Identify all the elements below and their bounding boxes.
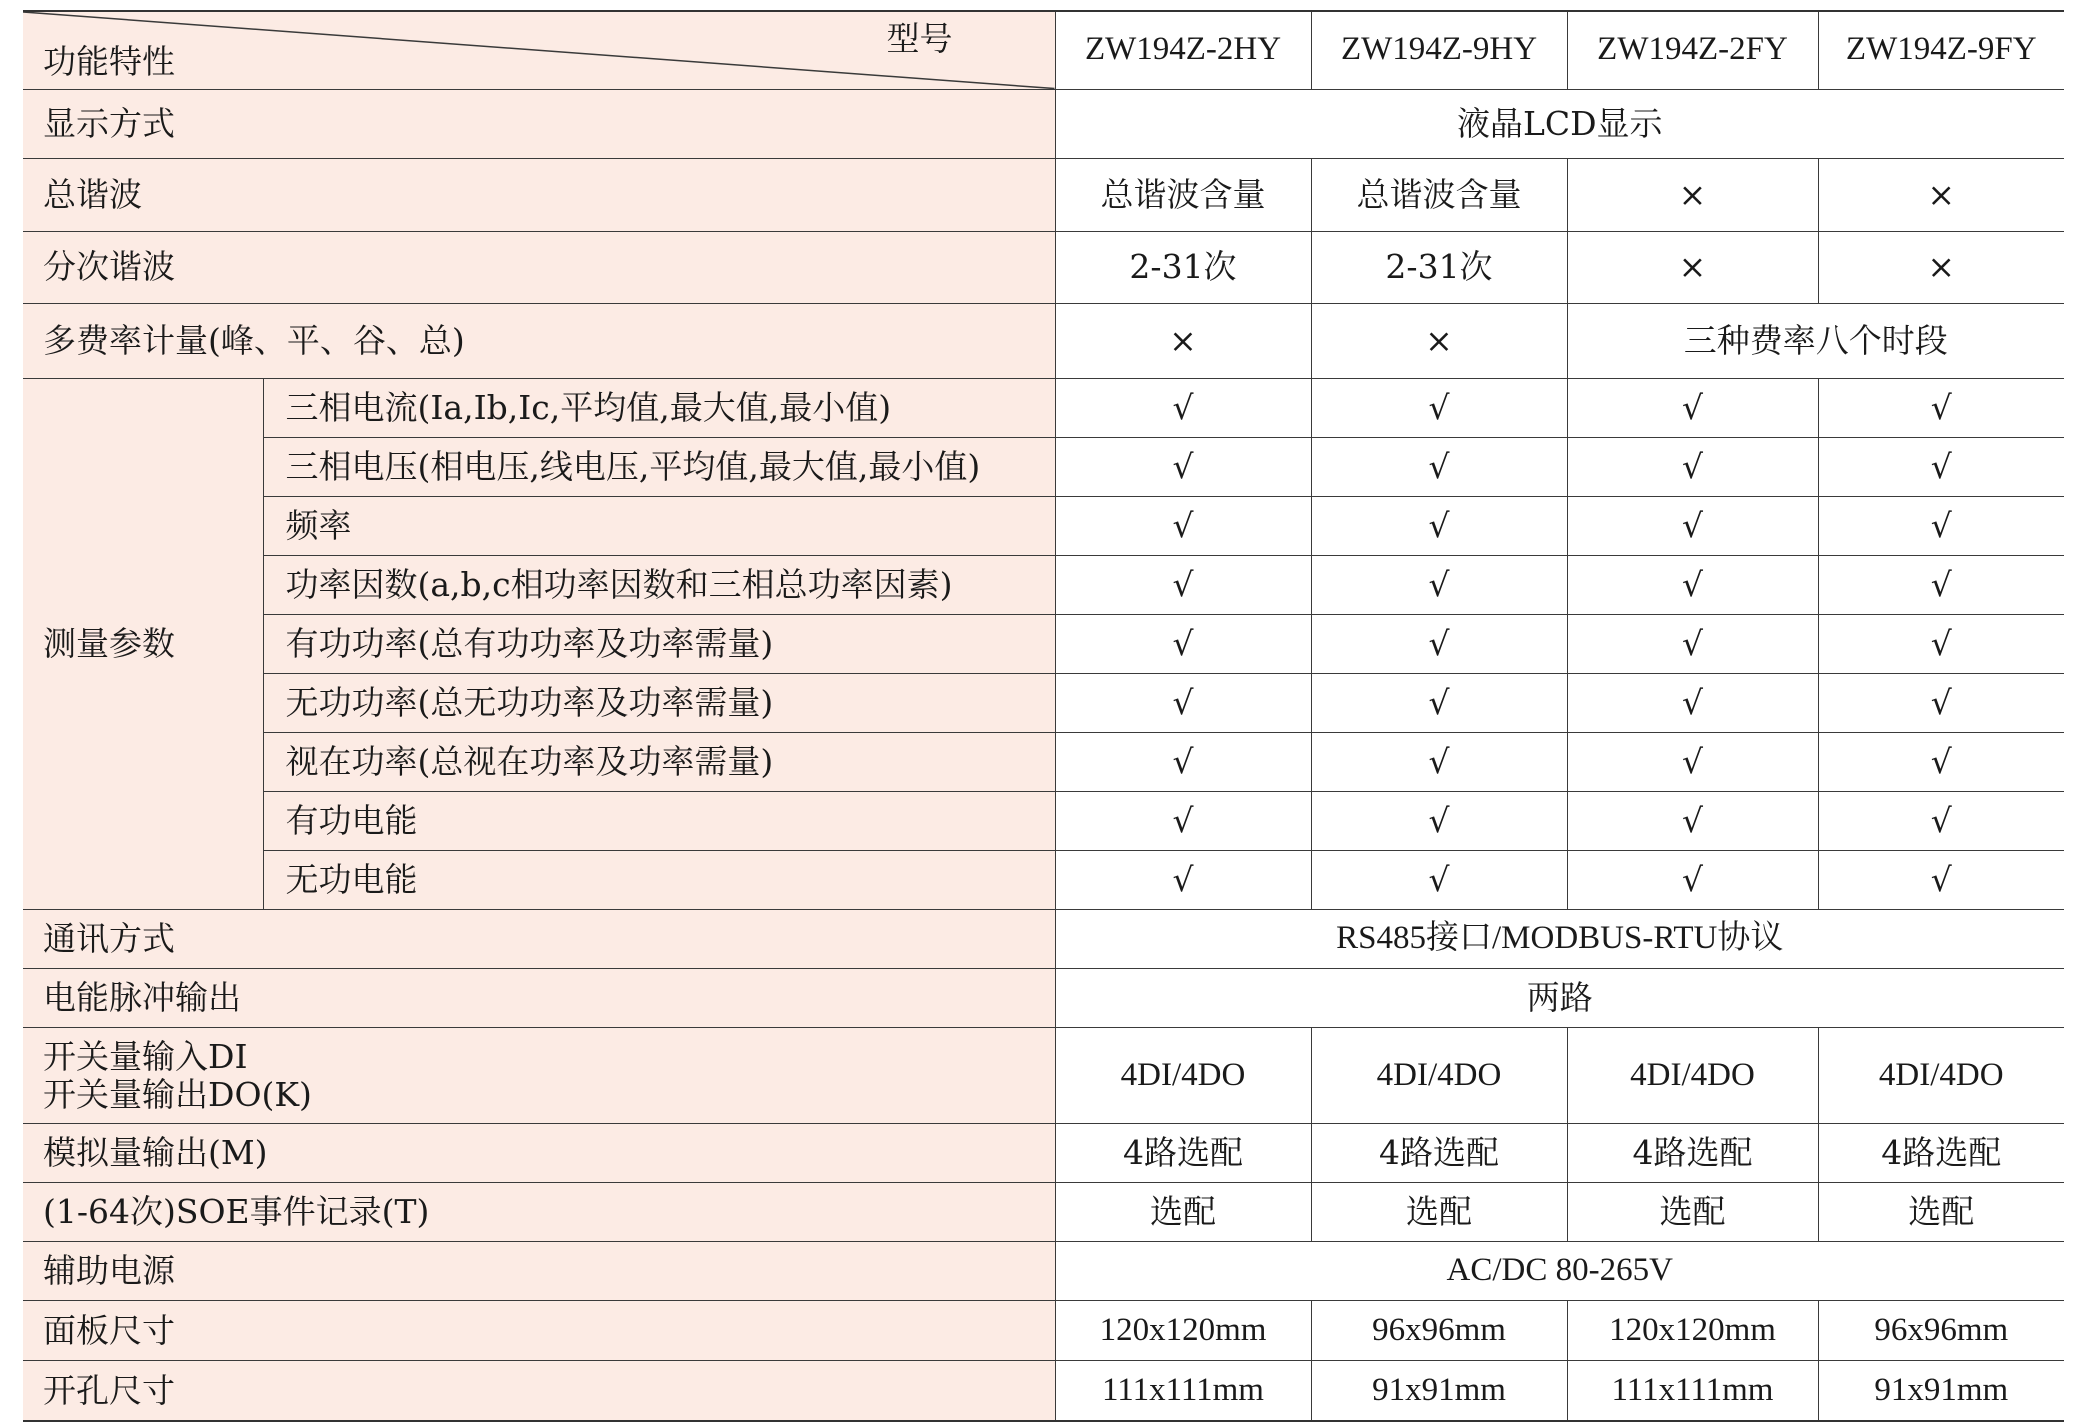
check-mark: √ bbox=[1311, 850, 1567, 909]
cell-value: 111x111mm bbox=[1567, 1361, 1818, 1421]
check-mark: √ bbox=[1567, 378, 1818, 437]
row-label: 开孔尺寸 bbox=[23, 1361, 1055, 1421]
row-label: 电能脉冲输出 bbox=[23, 969, 1055, 1028]
check-mark: √ bbox=[1818, 673, 2064, 732]
check-mark: √ bbox=[1818, 614, 2064, 673]
check-mark: √ bbox=[1311, 555, 1567, 614]
table-row bbox=[23, 158, 2064, 231]
check-mark: √ bbox=[1055, 378, 1311, 437]
check-mark: √ bbox=[1055, 732, 1311, 791]
check-mark: √ bbox=[1567, 437, 1818, 496]
cell-value: 选配 bbox=[1567, 1183, 1818, 1242]
table-row bbox=[23, 89, 2064, 158]
cell-value: 4DI/4DO bbox=[1055, 1028, 1311, 1124]
merged-value: 液晶LCD显示 bbox=[1055, 89, 2064, 158]
table-row bbox=[23, 378, 2064, 437]
check-mark: √ bbox=[1055, 850, 1311, 909]
row-label: 通讯方式 bbox=[23, 910, 1055, 969]
table-row bbox=[23, 673, 2064, 732]
cross-mark: × bbox=[1818, 231, 2064, 303]
row-label-line: 开关量输出DO(K) bbox=[43, 1074, 312, 1114]
spec-table bbox=[23, 10, 2064, 1422]
row-label: 总谐波 bbox=[23, 158, 1055, 231]
cell-value: 96x96mm bbox=[1311, 1301, 1567, 1361]
cell-value: 4DI/4DO bbox=[1311, 1028, 1567, 1124]
row-label-dual bbox=[23, 1028, 1055, 1124]
sub-row-label: 三相电压(相电压,线电压,平均值,最大值,最小值) bbox=[263, 437, 1055, 496]
row-label: 辅助电源 bbox=[23, 1242, 1055, 1301]
check-mark: √ bbox=[1055, 614, 1311, 673]
table-row bbox=[23, 1361, 2064, 1421]
check-mark: √ bbox=[1567, 732, 1818, 791]
cell-value: 4路选配 bbox=[1311, 1124, 1567, 1183]
check-mark: √ bbox=[1055, 673, 1311, 732]
sub-row-label: 三相电流(Ia,Ib,Ic,平均值,最大值,最小值) bbox=[263, 378, 1055, 437]
table-row bbox=[23, 850, 2064, 909]
table-row bbox=[23, 1242, 2064, 1301]
check-mark: √ bbox=[1311, 437, 1567, 496]
feature-header-label: 功能特性 bbox=[43, 41, 175, 81]
row-label-line: 开关量输入DI bbox=[43, 1036, 248, 1076]
check-mark: √ bbox=[1818, 378, 2064, 437]
check-mark: √ bbox=[1818, 437, 2064, 496]
row-label: 多费率计量(峰、平、谷、总) bbox=[23, 303, 1055, 378]
table-row bbox=[23, 1028, 2064, 1124]
model-name: ZW194Z-9HY bbox=[1311, 11, 1567, 89]
check-mark: √ bbox=[1567, 496, 1818, 555]
sub-row-label: 无功电能 bbox=[263, 850, 1055, 909]
merged-value: AC/DC 80-265V bbox=[1055, 1242, 2064, 1301]
check-mark: √ bbox=[1818, 496, 2064, 555]
table-row bbox=[23, 555, 2064, 614]
check-mark: √ bbox=[1818, 555, 2064, 614]
model-name: ZW194Z-9FY bbox=[1818, 11, 2064, 89]
cell-value: 120x120mm bbox=[1055, 1301, 1311, 1361]
cell-value: 4DI/4DO bbox=[1818, 1028, 2064, 1124]
check-mark: √ bbox=[1567, 850, 1818, 909]
sub-row-label: 视在功率(总视在功率及功率需量) bbox=[263, 732, 1055, 791]
cell-value: 4路选配 bbox=[1055, 1124, 1311, 1183]
table-row bbox=[23, 1183, 2064, 1242]
merged-value: RS485接口/MODBUS-RTU协议 bbox=[1055, 910, 2064, 969]
check-mark: √ bbox=[1818, 732, 2064, 791]
cross-mark: × bbox=[1311, 303, 1567, 378]
model-header-label: 型号 bbox=[886, 19, 953, 58]
cell-value: 4DI/4DO bbox=[1567, 1028, 1818, 1124]
cell-value: 4路选配 bbox=[1567, 1124, 1818, 1183]
model-name: ZW194Z-2FY bbox=[1567, 11, 1818, 89]
row-label: 分次谐波 bbox=[23, 231, 1055, 303]
check-mark: √ bbox=[1055, 496, 1311, 555]
cross-mark: × bbox=[1567, 158, 1818, 231]
cross-mark: × bbox=[1567, 231, 1818, 303]
row-label: (1-64次)SOE事件记录(T) bbox=[23, 1183, 1055, 1242]
table-row bbox=[23, 910, 2064, 969]
table-row bbox=[23, 496, 2064, 555]
sub-row-label: 有功功率(总有功功率及功率需量) bbox=[263, 614, 1055, 673]
check-mark: √ bbox=[1055, 555, 1311, 614]
check-mark: √ bbox=[1311, 378, 1567, 437]
check-mark: √ bbox=[1818, 791, 2064, 850]
check-mark: √ bbox=[1567, 614, 1818, 673]
cell-value: 91x91mm bbox=[1311, 1361, 1567, 1421]
cell-value: 选配 bbox=[1818, 1183, 2064, 1242]
cell-value: 96x96mm bbox=[1818, 1301, 2064, 1361]
check-mark: √ bbox=[1567, 555, 1818, 614]
cell-value: 总谐波含量 bbox=[1055, 158, 1311, 231]
cell-value: 选配 bbox=[1311, 1183, 1567, 1242]
header-corner-cell bbox=[23, 11, 1055, 89]
check-mark: √ bbox=[1818, 850, 2064, 909]
cross-mark: × bbox=[1055, 303, 1311, 378]
table-row bbox=[23, 1301, 2064, 1361]
cell-value: 2-31次 bbox=[1055, 231, 1311, 303]
check-mark: √ bbox=[1311, 732, 1567, 791]
row-label: 模拟量输出(M) bbox=[23, 1124, 1055, 1183]
table-row bbox=[23, 614, 2064, 673]
check-mark: √ bbox=[1311, 673, 1567, 732]
table-row bbox=[23, 732, 2064, 791]
cell-value: 选配 bbox=[1055, 1183, 1311, 1242]
check-mark: √ bbox=[1055, 791, 1311, 850]
cell-value: 91x91mm bbox=[1818, 1361, 2064, 1421]
row-label: 面板尺寸 bbox=[23, 1301, 1055, 1361]
cross-mark: × bbox=[1818, 158, 2064, 231]
check-mark: √ bbox=[1311, 614, 1567, 673]
cell-value: 2-31次 bbox=[1311, 231, 1567, 303]
table-row bbox=[23, 437, 2064, 496]
model-name: ZW194Z-2HY bbox=[1055, 11, 1311, 89]
table-row bbox=[23, 791, 2064, 850]
merged-value: 两路 bbox=[1055, 969, 2064, 1028]
table-row bbox=[23, 303, 2064, 378]
sub-row-label: 频率 bbox=[263, 496, 1055, 555]
check-mark: √ bbox=[1311, 791, 1567, 850]
check-mark: √ bbox=[1055, 437, 1311, 496]
sub-row-label: 功率因数(a,b,c相功率因数和三相总功率因素) bbox=[263, 555, 1055, 614]
cell-value: 120x120mm bbox=[1567, 1301, 1818, 1361]
table-row bbox=[23, 231, 2064, 303]
cell-value: 4路选配 bbox=[1818, 1124, 2064, 1183]
check-mark: √ bbox=[1311, 496, 1567, 555]
group-label: 测量参数 bbox=[23, 378, 263, 909]
row-label: 显示方式 bbox=[23, 89, 1055, 158]
cell-value: 总谐波含量 bbox=[1311, 158, 1567, 231]
sub-row-label: 无功功率(总无功功率及功率需量) bbox=[263, 673, 1055, 732]
check-mark: √ bbox=[1567, 673, 1818, 732]
table-row bbox=[23, 1124, 2064, 1183]
merged-value: 三种费率八个时段 bbox=[1567, 303, 2064, 378]
table-row bbox=[23, 969, 2064, 1028]
header-row bbox=[23, 11, 2064, 89]
sub-row-label: 有功电能 bbox=[263, 791, 1055, 850]
cell-value: 111x111mm bbox=[1055, 1361, 1311, 1421]
check-mark: √ bbox=[1567, 791, 1818, 850]
